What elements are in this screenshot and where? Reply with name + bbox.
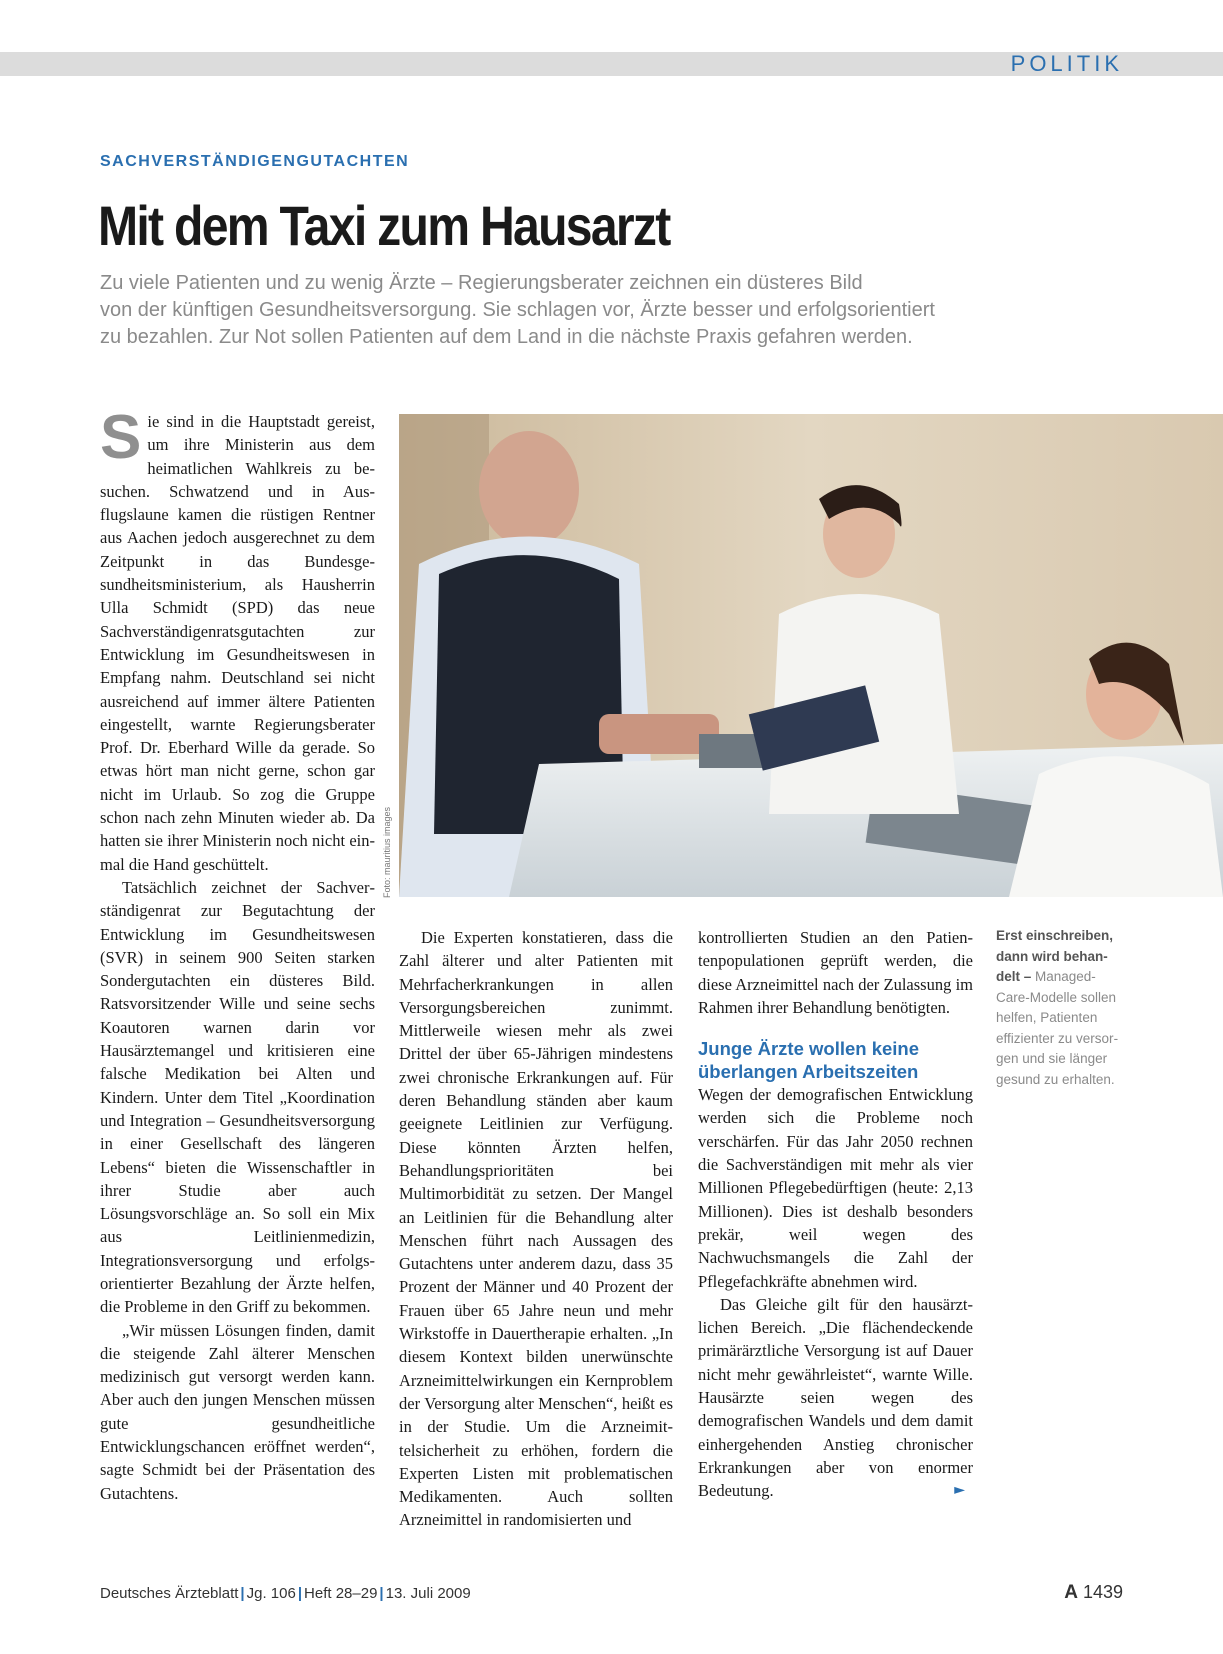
drop-cap: S — [100, 403, 142, 472]
separator: | — [379, 1585, 384, 1602]
body-paragraph: Wegen der demografischen Entwicklung werden sich die Probleme noch verschärfen. Für das Jahr 2050 rechnen die Sachverständigen mit mehr als vier Millionen Pflegebedürftigen (heute: 2,13 Millionen). Dies ist deshalb besonders prekär, weil wegen des Nachwuchsmangels die Zahl der Pflegefachkräfte abnehmen wird. — [698, 1085, 973, 1291]
text-column-2 — [399, 926, 673, 1532]
volume: Jg. 106 — [246, 1585, 296, 1602]
body-paragraph — [698, 1293, 973, 1503]
kicker: SACHVERSTÄNDIGENGUTACHTEN — [100, 153, 410, 170]
article-photo — [399, 414, 1223, 897]
footer — [100, 1585, 471, 1602]
continue-arrow-icon: ► — [954, 1482, 965, 1499]
lead-line: von der künftigen Gesundheitsversorgung. Sie schlagen vor, Ärzte besser und erfolgsorientiert — [100, 299, 935, 321]
body-text: Das Gleiche gilt für den hausärztlichen Bereich. „Die flächendeckende primärärztliche Versorgung ist auf Dauer nicht mehr gewährleistet“, warnte Wille. Hausärzte seien wegen des demografischen Wandels und dem damit einhergehenden Anstieg chronischer Erkrankungen aber von enormer Bedeutung. — [698, 1294, 973, 1501]
caption-text: Managed-Care-Modelle sollen helfen, Patienten effizienter zu versorgen und sie länger gesund zu erhalten. — [996, 969, 1119, 1087]
photo-credit: Foto: mauritius images — [382, 806, 392, 898]
lead-line: Zu viele Patienten und zu wenig Ärzte – Regierungsberater zeichnen ein düsteres Bild — [100, 272, 863, 294]
photo-caption — [996, 926, 1126, 1090]
body-paragraph — [100, 403, 375, 876]
separator: | — [240, 1585, 245, 1602]
lead-paragraph — [100, 270, 1120, 351]
caption-bold: Erst einschreiben, dann wird behandelt – — [996, 928, 1114, 984]
text-column-1 — [100, 403, 375, 1505]
text-column-3 — [698, 926, 973, 1503]
body-text: ie sind in die Hauptstadt gereist, um ihre Ministerin aus dem heimatlichen Wahlkreis zu besuchen. Schwatzend und in Ausflugslaune kamen die rüstigen Rentner aus Aachen jedoch ausgerechnet zu dem Zeitpunkt in das Bundesgesundheitsministerium, als Hausherrin Ulla Schmidt (SPD) das neue Sachverständigenratsgutachten zur Entwicklung im Gesundheitswesen in Empfang nahm. Deutschland sei nicht ausreichend auf immer ältere Patienten eingestellt, warnte Regierungsberater Prof. Dr. Eberhard Wille da gerade. So etwas hört man nicht gerne, schon gar nicht im Urlaub. So zog die Gruppe schon nach zehn Minuten wieder ab. Da hatten sie ihrer Ministerin noch nicht einmal die Hand geschüttelt. — [100, 412, 375, 874]
headline: Mit dem Taxi zum Hausarzt — [98, 194, 670, 257]
lead-line: zu bezahlen. Zur Not sollen Patienten auf dem Land in die nächste Praxis gefahren werden. — [100, 326, 913, 348]
page-value: 1439 — [1082, 1582, 1123, 1602]
section-label: POLITIK — [1010, 51, 1123, 76]
body-paragraph: „Wir müssen Lösungen finden, damit die steigende Zahl älterer Menschen medizinisch gut versorgt werden kann. Aber auch den jungen Menschen müssen gute gesundheitliche Entwicklungschancen eröffnet werden“, sagte Schmidt bei der Präsentation des Gutachtens. — [100, 1320, 375, 1503]
body-paragraph: kontrollierten Studien an den Patientenpopulationen geprüft werden, die diese Arzneimittel nach der Zulassung im Rahmen ihrer Behandlung benötigten. — [698, 928, 973, 1017]
photo-illustration — [399, 414, 1223, 897]
subheading: Junge Ärzte wollen keine überlangen Arbeitszeiten — [698, 1038, 920, 1083]
body-paragraph: Die Experten konstatieren, dass die Zahl älterer und alter Patienten mit Mehrfacherkrankungen in allen Versorgungsbereichen zunimmt. Mittlerweile wiesen mehr als zwei Drittel der über 65-Jährigen mindestens zwei chronische Erkrankungen auf. Für deren Behandlung ständen aber kaum geeignete Leitlinien zur Verfügung. Diese könnten Ärzten helfen, Behandlungsprioritäten bei Multimorbidität zu setzen. Der Mangel an Leitlinien für die Behandlung alter Menschen führt nach Aussagen des Gutachtens unter anderem dazu, dass 35 Prozent der Männer und 40 Prozent der Frauen über 65 Jahre neun und mehr Wirkstoffe in Dauertherapie erhalten. „In diesem Kontext bilden unerwünschte Arzneimittelwirkungen ein Kernproblem der Versorgung alter Menschen“, heißt es in der Studie. Um die Arzneimittelsicherheit zu erhöhen, fordern die Experten Listen mit problematischen Medikamenten. Auch sollten Arzneimittel in randomisierten und — [399, 928, 673, 1530]
date: 13. Juli 2009 — [385, 1585, 471, 1602]
journal-name: Deutsches Ärzteblatt — [100, 1585, 239, 1602]
page-number — [1064, 1582, 1123, 1604]
separator: | — [297, 1585, 303, 1602]
issue: Heft 28–29 — [304, 1585, 378, 1602]
page-prefix: A — [1064, 1582, 1078, 1603]
body-paragraph: Tatsächlich zeichnet der Sachverständigenrat zur Begutachtung der Entwicklung im Gesundheitswesen (SVR) in seinem 900 Seiten starken Sondergutachten ein düsteres Bild. Ratsvorsitzender Wille und seine sechs Koautoren warnen darin vor Hausärztemangel und kritisieren eine falsche Medikation bei Alten und Kindern. Unter dem Titel „Koordination und Integration – Gesundheitsversorgung in einer Gesellschaft des längeren Lebens“ bieten die Wissenschaftler in ihrer Studie aber auch Lösungsvorschläge an. So soll ein Mix aus Leitlinienmedizin, Integrationsversorgung und erfolgsorientierter Bezahlung der Ärzte helfen, die Probleme in den Griff zu bekommen. — [100, 877, 375, 1317]
